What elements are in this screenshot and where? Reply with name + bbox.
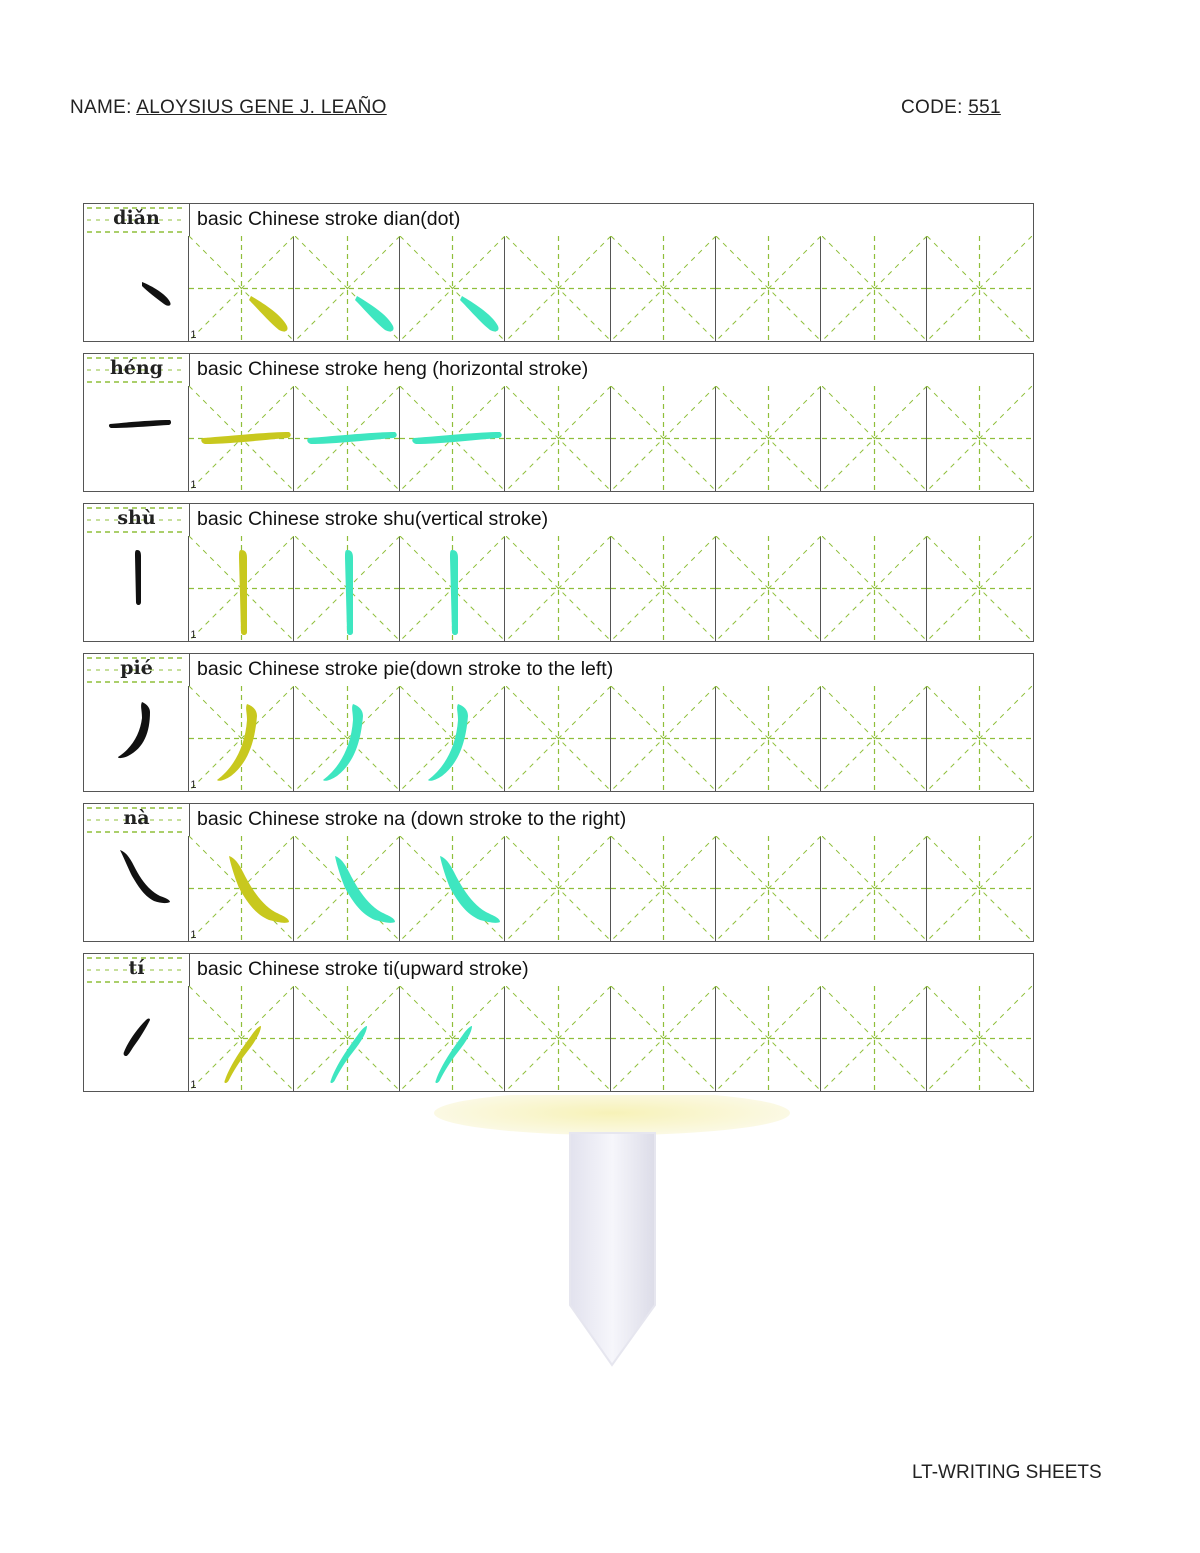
practice-cell[interactable] xyxy=(716,386,821,491)
trace-cell xyxy=(189,836,294,941)
trace-cell xyxy=(295,236,400,341)
practice-grid-row xyxy=(83,836,1034,942)
practice-cell[interactable] xyxy=(611,386,716,491)
pinyin-label: diǎn xyxy=(113,207,160,229)
stroke-block-na xyxy=(83,803,1034,943)
practice-cell[interactable] xyxy=(822,386,927,491)
practice-cell[interactable] xyxy=(822,236,927,341)
practice-cell[interactable] xyxy=(506,236,611,341)
pinyin-cell xyxy=(84,504,190,536)
stroke-title-row xyxy=(83,803,1034,837)
trace-cell xyxy=(295,386,400,491)
guide-lines xyxy=(400,686,505,791)
practice-cell[interactable] xyxy=(927,836,1032,941)
trace-cell xyxy=(400,536,505,641)
guide-lines xyxy=(400,386,505,491)
code-value: 551 xyxy=(968,97,1001,118)
stroke-order-number: 1 xyxy=(190,929,197,941)
trace-cell xyxy=(295,536,400,641)
guide-lines xyxy=(822,536,927,641)
guide-lines xyxy=(927,236,1032,341)
stroke-block-heng xyxy=(83,353,1034,493)
traced-stroke xyxy=(412,432,501,444)
guide-lines xyxy=(716,686,821,791)
practice-cell[interactable] xyxy=(822,986,927,1091)
stroke-title: basic Chinese stroke pie(down stroke to the left) xyxy=(197,658,614,680)
model-stroke-cell xyxy=(84,986,189,1091)
guide-lines xyxy=(611,836,716,941)
traced-stroke xyxy=(249,296,288,331)
guide-lines xyxy=(295,386,400,491)
pinyin-label: héng xyxy=(109,357,163,379)
practice-grid-row xyxy=(83,236,1034,342)
traced-stroke xyxy=(440,856,500,923)
guide-lines xyxy=(189,236,294,341)
guide-lines xyxy=(716,386,821,491)
traced-stroke xyxy=(307,432,396,444)
trace-cell xyxy=(189,686,294,791)
model-stroke-cell xyxy=(84,386,189,491)
practice-cell[interactable] xyxy=(716,836,821,941)
practice-cell[interactable] xyxy=(927,986,1032,1091)
stroke-title: basic Chinese stroke ti(upward stroke) xyxy=(197,958,529,980)
practice-cell[interactable] xyxy=(716,536,821,641)
stroke-block-dian xyxy=(83,203,1034,343)
model-stroke-cell xyxy=(84,836,189,941)
stroke-title-row xyxy=(83,653,1034,687)
model-stroke-cell xyxy=(84,236,189,341)
name-value: ALOYSIUS GENE J. LEAÑO xyxy=(136,97,387,118)
traced-stroke xyxy=(345,550,353,635)
practice-grid-row xyxy=(83,536,1034,642)
model-stroke xyxy=(84,686,189,791)
trace-cell xyxy=(189,986,294,1091)
guide-lines xyxy=(611,536,716,641)
guide-lines xyxy=(295,986,400,1091)
model-stroke xyxy=(84,386,189,491)
practice-cell[interactable] xyxy=(506,536,611,641)
practice-cell[interactable] xyxy=(506,836,611,941)
practice-cell[interactable] xyxy=(927,386,1032,491)
pinyin-label: tí xyxy=(128,957,145,979)
traced-stroke xyxy=(225,1026,262,1083)
guide-lines xyxy=(611,236,716,341)
trace-cell xyxy=(295,986,400,1091)
guide-lines xyxy=(400,836,505,941)
traced-stroke xyxy=(335,856,395,923)
stroke-title-row xyxy=(83,503,1034,537)
stroke-block-ti xyxy=(83,953,1034,1093)
pinyin-cell xyxy=(84,354,190,386)
traced-stroke xyxy=(355,296,394,331)
traced-stroke xyxy=(436,1026,473,1083)
guide-lines xyxy=(927,386,1032,491)
stroke-title: basic Chinese stroke heng (horizontal stroke) xyxy=(197,358,589,380)
stroke-order-number: 1 xyxy=(190,779,197,791)
trace-cell xyxy=(400,986,505,1091)
guide-lines xyxy=(189,386,294,491)
trace-cell xyxy=(400,236,505,341)
practice-cell[interactable] xyxy=(716,986,821,1091)
practice-grid-row xyxy=(83,686,1034,792)
pinyin-label: pié xyxy=(120,657,153,679)
guide-lines xyxy=(295,236,400,341)
traced-stroke xyxy=(202,432,291,444)
stroke-title: basic Chinese stroke dian(dot) xyxy=(197,208,461,230)
pinyin-cell xyxy=(84,654,190,686)
guide-lines xyxy=(716,536,821,641)
stroke-block-pie xyxy=(83,653,1034,793)
guide-lines xyxy=(506,686,611,791)
stroke-title-row xyxy=(83,953,1034,987)
guide-lines xyxy=(716,986,821,1091)
traced-stroke xyxy=(239,550,247,635)
guide-lines xyxy=(506,836,611,941)
guide-lines xyxy=(189,536,294,641)
stroke-title-row xyxy=(83,353,1034,387)
practice-cell[interactable] xyxy=(927,236,1032,341)
guide-lines xyxy=(189,686,294,791)
guide-lines xyxy=(822,836,927,941)
practice-cell[interactable] xyxy=(611,686,716,791)
practice-cell[interactable] xyxy=(506,386,611,491)
guide-lines xyxy=(400,536,505,641)
trace-cell xyxy=(189,236,294,341)
practice-cell[interactable] xyxy=(927,686,1032,791)
guide-lines xyxy=(822,386,927,491)
guide-lines xyxy=(822,236,927,341)
practice-cell[interactable] xyxy=(716,686,821,791)
guide-lines xyxy=(400,236,505,341)
practice-cell[interactable] xyxy=(506,686,611,791)
stroke-order-number: 1 xyxy=(190,329,197,341)
guide-lines xyxy=(506,986,611,1091)
practice-cell[interactable] xyxy=(716,236,821,341)
guide-lines xyxy=(927,536,1032,641)
trace-cell xyxy=(400,686,505,791)
guide-lines xyxy=(611,986,716,1091)
code-field xyxy=(901,97,1001,119)
code-label: CODE: xyxy=(901,97,963,118)
name-label: NAME: xyxy=(70,97,132,118)
footer-label: LT-WRITING SHEETS xyxy=(912,1462,1102,1483)
practice-cell[interactable] xyxy=(611,236,716,341)
guide-lines xyxy=(506,386,611,491)
guide-lines xyxy=(611,686,716,791)
guide-lines xyxy=(506,536,611,641)
trace-cell xyxy=(295,836,400,941)
practice-cell[interactable] xyxy=(611,836,716,941)
stroke-order-number: 1 xyxy=(190,1079,197,1091)
name-field xyxy=(70,97,387,119)
guide-lines xyxy=(400,986,505,1091)
practice-cell[interactable] xyxy=(927,536,1032,641)
practice-grid-row xyxy=(83,386,1034,492)
trace-cell xyxy=(189,386,294,491)
practice-grid-row xyxy=(83,986,1034,1092)
pinyin-cell xyxy=(84,804,190,836)
guide-lines xyxy=(927,686,1032,791)
trace-cell xyxy=(189,536,294,641)
stroke-title: basic Chinese stroke shu(vertical stroke) xyxy=(197,508,549,530)
stroke-title-row xyxy=(83,203,1034,237)
guide-lines xyxy=(506,236,611,341)
guide-lines xyxy=(295,836,400,941)
guide-lines xyxy=(822,986,927,1091)
pinyin-label: nà xyxy=(123,807,150,829)
guide-lines xyxy=(295,686,400,791)
trace-cell xyxy=(400,836,505,941)
guide-lines xyxy=(189,986,294,1091)
guide-lines xyxy=(295,536,400,641)
practice-cell[interactable] xyxy=(506,986,611,1091)
traced-stroke xyxy=(460,296,499,331)
stroke-order-number: 1 xyxy=(190,629,197,641)
practice-cell[interactable] xyxy=(822,836,927,941)
guide-lines xyxy=(927,986,1032,1091)
guide-lines xyxy=(716,236,821,341)
practice-cell[interactable] xyxy=(822,686,927,791)
guide-lines xyxy=(716,836,821,941)
model-stroke xyxy=(84,986,189,1091)
model-stroke xyxy=(84,236,189,341)
model-stroke-cell xyxy=(84,686,189,791)
practice-cell[interactable] xyxy=(611,536,716,641)
trace-cell xyxy=(400,386,505,491)
traced-stroke xyxy=(330,1026,367,1083)
practice-cell[interactable] xyxy=(611,986,716,1091)
pinyin-cell xyxy=(84,954,190,986)
model-stroke xyxy=(84,836,189,941)
pinyin-label: shù xyxy=(117,507,156,529)
pinyin-cell xyxy=(84,204,190,236)
practice-cell[interactable] xyxy=(822,536,927,641)
model-stroke-cell xyxy=(84,536,189,641)
stroke-title: basic Chinese stroke na (down stroke to the right) xyxy=(197,808,627,830)
traced-stroke xyxy=(229,856,289,923)
traced-stroke xyxy=(450,550,458,635)
stroke-block-shu xyxy=(83,503,1034,643)
trace-cell xyxy=(295,686,400,791)
guide-lines xyxy=(822,686,927,791)
stroke-order-number: 1 xyxy=(190,479,197,491)
guide-lines xyxy=(189,836,294,941)
pushpin-graphic xyxy=(430,1095,795,1370)
guide-lines xyxy=(927,836,1032,941)
model-stroke xyxy=(84,536,189,641)
guide-lines xyxy=(611,386,716,491)
